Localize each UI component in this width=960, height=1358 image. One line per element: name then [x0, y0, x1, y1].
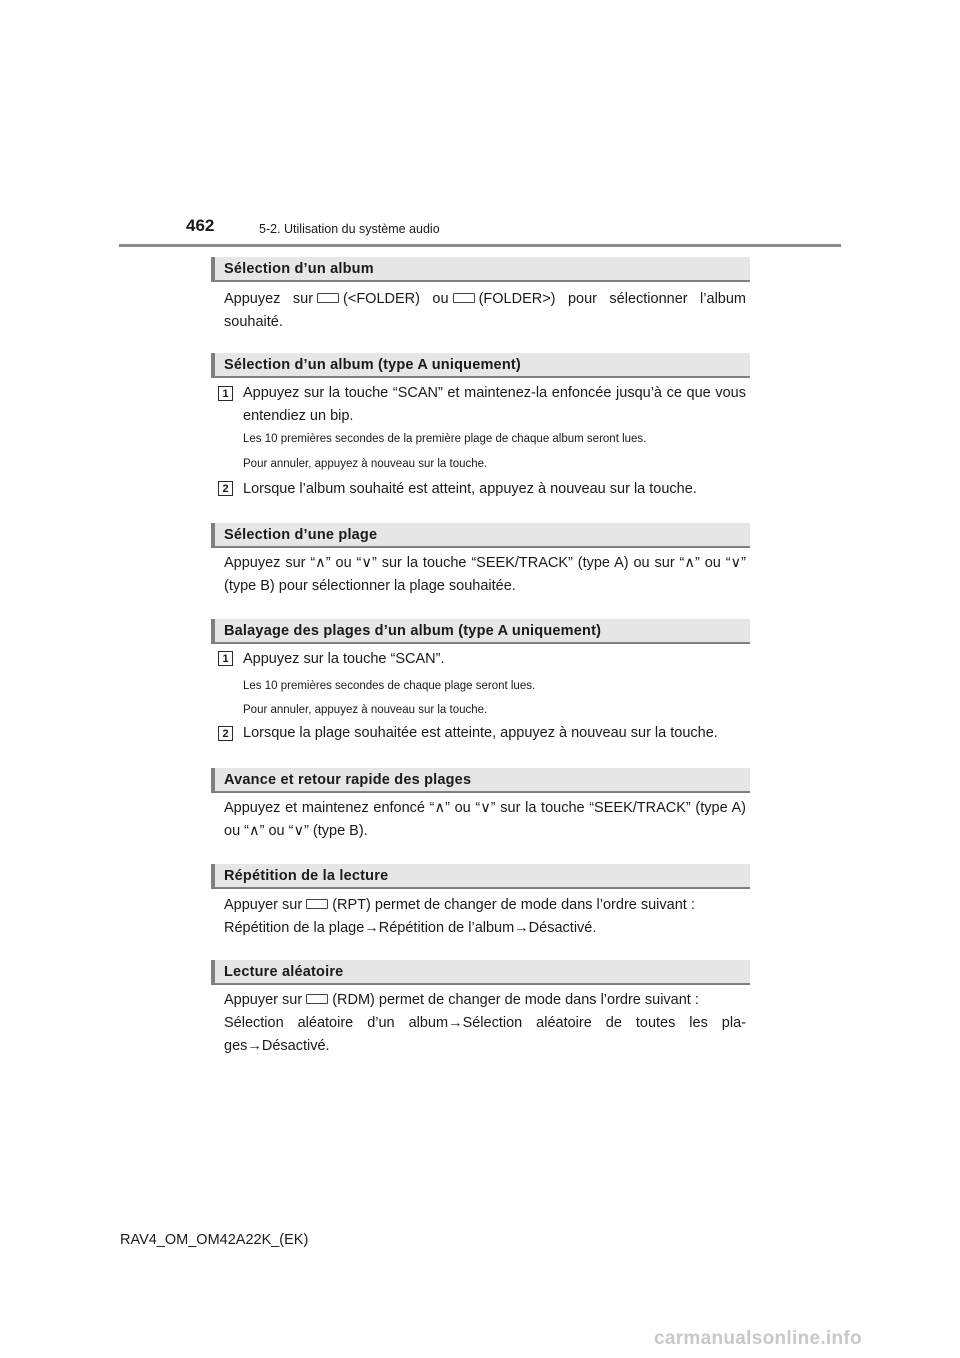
section-path: 5-2. Utilisation du système audio: [259, 222, 440, 236]
heading-random-play: [211, 960, 750, 985]
heading-fast-forward-rewind: [211, 768, 750, 793]
rdm-button-icon: [306, 994, 328, 1004]
step-text: Lorsque l’album souhaité est atteint, appuyez à nouveau sur la touche.: [243, 481, 697, 497]
ffrew-text: Appuyez et maintenez enfoncé “∧” ou “∨” sur la touche “SEEK/TRACK” (type A) ou “∧” ou “∨” (type B).: [224, 800, 746, 839]
heading-album-selection: [211, 257, 750, 282]
step-number-badge: 1: [218, 651, 233, 666]
heading-track-selection: [211, 523, 750, 548]
track-selection-text: Appuyez sur “∧” ou “∨” sur la touche “SEEK/TRACK” (type A) ou sur “∧” ou “∨” (type B) pour sélectionner la plage souhaitée.: [224, 555, 746, 594]
folder-up-button-icon: [453, 293, 475, 303]
note-text: Les 10 premières secondes de chaque plage seront lues.: [243, 680, 536, 692]
header-rule: [119, 244, 841, 247]
heading-text: Lecture aléatoire: [224, 964, 344, 980]
heading-text: Avance et retour rapide des plages: [224, 772, 472, 788]
note-text: Pour annuler, appuyez à nouveau sur la touche.: [243, 458, 488, 470]
step-text: Lorsque la plage souhaitée est atteinte, appuyez à nouveau sur la touche.: [243, 725, 718, 741]
page-number: 462: [186, 216, 215, 235]
step-text: Appuyez sur la touche “SCAN”.: [243, 651, 445, 667]
step-number-badge: 2: [218, 726, 233, 741]
note-text: Les 10 premières secondes de la première plage de chaque album seront lues.: [243, 433, 647, 445]
heading-text: Répétition de la lecture: [224, 868, 389, 884]
heading-text: Sélection d’une plage: [224, 527, 378, 543]
heading-repeat-play: [211, 864, 750, 889]
folder-down-button-icon: [317, 293, 339, 303]
document-code: RAV4_OM_OM42A22K_(EK): [120, 1232, 309, 1248]
heading-text: Sélection d’un album: [224, 261, 374, 277]
random-text: Appuyer sur (RDM) permet de changer de mode dans l’ordre suivant : Sélection aléatoire d’un album→Sélection aléatoire de toutes les pla-ges→Désactivé.: [224, 992, 746, 1054]
heading-scan-tracks: [211, 619, 750, 644]
watermark: carmanualsonline.info: [654, 1328, 862, 1349]
step-text: Appuyez sur la touche “SCAN” et maintenez-la enfoncée jusqu’à ce que vous entendiez un bip.: [243, 385, 746, 424]
rpt-button-icon: [306, 899, 328, 909]
heading-text: Sélection d’un album (type A uniquement): [224, 357, 521, 373]
step-number-badge: 1: [218, 386, 233, 401]
heading-text: Balayage des plages d’un album (type A uniquement): [224, 623, 602, 639]
album-selection-text: Appuyez sur (<FOLDER) ou (FOLDER>) pour sélectionner l’album souhaité.: [224, 291, 746, 330]
heading-album-selection-type-a: [211, 353, 750, 378]
repeat-text: Appuyer sur (RPT) permet de changer de mode dans l’ordre suivant : Répétition de la plage→Répétition de l’album→Désactivé.: [224, 897, 695, 936]
step-number-badge: 2: [218, 481, 233, 496]
note-text: Pour annuler, appuyez à nouveau sur la touche.: [243, 704, 488, 716]
